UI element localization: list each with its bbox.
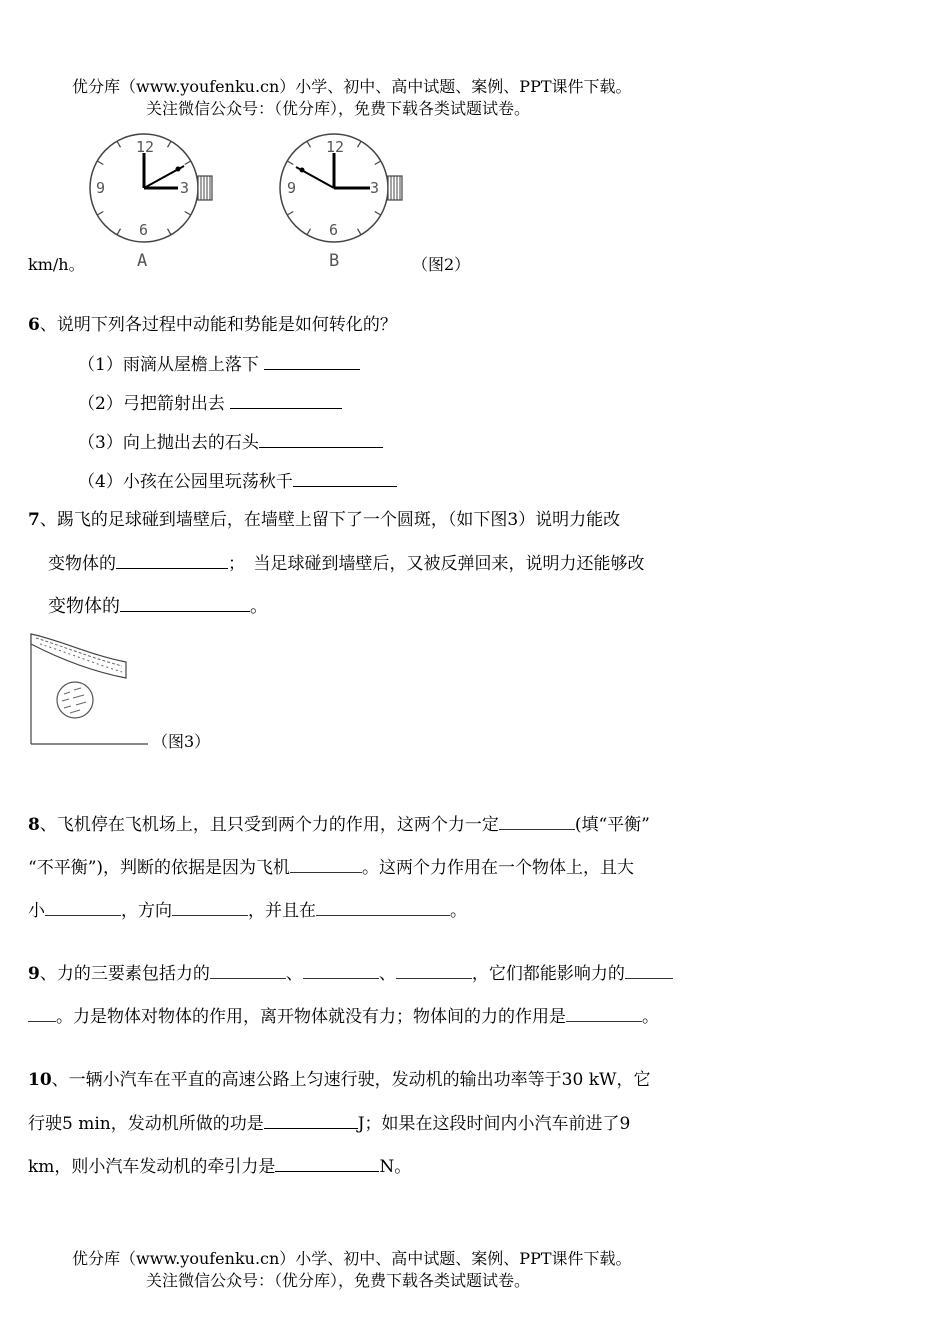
q7-line-2a: 变物体的	[48, 554, 116, 574]
q8-blank-4[interactable]	[172, 899, 248, 916]
q10-blank-1[interactable]	[264, 1112, 358, 1129]
clock-b-6: 6	[329, 221, 339, 239]
q9-blank-1[interactable]	[210, 962, 286, 979]
clock-a-tick	[117, 141, 121, 147]
q8-blank-2[interactable]	[290, 856, 362, 873]
q6-title	[28, 314, 397, 336]
q10-line-2a: 行驶5 min，发动机所做的功是	[28, 1114, 264, 1134]
q9-blank-2[interactable]	[303, 962, 379, 979]
clock-a-tick	[97, 161, 103, 165]
clock-b-tick	[375, 161, 381, 165]
q10-line-1-text: 、一辆小汽车在平直的高速公路上匀速行驶，发动机的输出功率等于30 kW，它	[51, 1070, 651, 1090]
q10-line-3a: km，则小汽车发动机的牵引力是	[28, 1157, 276, 1177]
clock-b-tick	[358, 141, 362, 147]
footer-line-1: 优分库（www.youfenku.cn）小学、初中、高中试题、案例、PPT课件下载。	[72, 1249, 632, 1268]
q9-blank-4b[interactable]	[28, 1005, 56, 1022]
clock-a-tick	[168, 141, 172, 147]
clock-b-tick	[287, 161, 293, 165]
clock-a-tick	[168, 229, 172, 235]
clock-a-3: 3	[180, 179, 190, 197]
q7-line-2	[48, 552, 645, 575]
q9-line-1a: 、力的三要素包括力的	[39, 964, 210, 984]
fig3-caption: （图3）	[152, 732, 211, 751]
q6-blank-3[interactable]	[259, 431, 383, 448]
q8-blank-5[interactable]	[316, 899, 450, 916]
clock-b-tick	[307, 229, 311, 235]
q10-blank-2[interactable]	[275, 1155, 379, 1172]
clock-b-3: 3	[370, 179, 380, 197]
q6-item-4-text: （4）小孩在公园里玩荡秋千	[78, 472, 293, 492]
clock-b-tick	[375, 212, 381, 216]
clock-a-tick	[185, 212, 191, 216]
q8-line-3c: ，并且在	[248, 901, 316, 921]
clock-b	[280, 134, 402, 271]
clock-a-12: 12	[136, 138, 155, 156]
q6-item-1	[78, 353, 360, 376]
q7-blank-1[interactable]	[116, 552, 228, 569]
q6-number: 6	[28, 315, 40, 335]
q6-item-2-text: （2）弓把箭射出去	[78, 394, 225, 414]
q8-number: 8	[28, 815, 40, 835]
header-line-2: 关注微信公众号：（优分库），免费下载各类试题试卷。	[146, 99, 531, 118]
q9-line-2b: 。	[642, 1007, 659, 1027]
q7-line-2b: ； 当足球碰到墙壁后，又被反弹回来，说明力还能够改	[228, 554, 645, 574]
q10-line-3	[28, 1155, 411, 1178]
q7-line-1	[28, 509, 620, 531]
q6-text: 、说明下列各过程中动能和势能是如何转化的？	[39, 315, 397, 335]
q6-blank-4[interactable]	[293, 470, 397, 487]
clock-a-6: 6	[139, 221, 149, 239]
q10-line-1	[28, 1069, 650, 1091]
fig2-unit-text: km/h。	[28, 255, 85, 274]
q7-line-3b: 。	[250, 596, 268, 617]
q6-item-2	[78, 392, 342, 415]
q10-number: 10	[28, 1070, 52, 1090]
q8-line-3b: ，方向	[121, 901, 172, 921]
q6-blank-1[interactable]	[264, 353, 360, 370]
q8-blank-1[interactable]	[499, 813, 575, 830]
q8-line-1	[28, 813, 650, 836]
q8-line-1a: 、飞机停在飞机场上，且只受到两个力的作用，这两个力一定	[39, 815, 499, 835]
q8-line-3d: 。	[450, 901, 467, 921]
q9-line-1	[28, 962, 673, 985]
header-line-1: 优分库（www.youfenku.cn）小学、初中、高中试题、案例、PPT课件下载。	[72, 77, 632, 96]
fig2-caption: （图2）	[412, 255, 471, 274]
clock-a-9: 9	[96, 179, 106, 197]
q8-line-2	[28, 856, 634, 879]
clock-a-tick	[97, 212, 103, 216]
q9-blank-5[interactable]	[566, 1005, 642, 1022]
q7-line-1-text: 、踢飞的足球碰到墙壁后，在墙壁上留下了一个圆斑，（如下图3）说明力能改	[39, 510, 621, 530]
footer-line-2: 关注微信公众号：（优分库），免费下载各类试题试卷。	[146, 1271, 531, 1290]
q9-blank-3[interactable]	[396, 962, 472, 979]
q7-number: 7	[28, 510, 40, 530]
clock-b-tick	[358, 229, 362, 235]
q6-item-3	[78, 431, 383, 454]
clock-a-tick	[117, 229, 121, 235]
q9-line-2a: 。力是物体对物体的作用，离开物体就没有力；物体间的力的作用是	[56, 1007, 566, 1027]
q8-line-2a: “不平衡”)，判断的依据是因为飞机	[28, 858, 291, 878]
q6-blank-2[interactable]	[230, 392, 342, 409]
q9-sep-1: 、	[285, 964, 303, 984]
q7-line-3	[48, 595, 268, 618]
q9-blank-4a[interactable]	[625, 962, 673, 979]
clock-b-label: B	[329, 251, 340, 271]
q9-number: 9	[28, 964, 40, 984]
clock-a-label: A	[137, 251, 148, 271]
q7-blank-2[interactable]	[120, 595, 250, 612]
q7-line-3a: 变物体的	[48, 596, 120, 617]
q6-item-3-text: （3）向上抛出去的石头	[78, 433, 259, 453]
q8-blank-3[interactable]	[45, 899, 121, 916]
q10-line-3b: N。	[379, 1157, 412, 1177]
q6-item-1-text: （1）雨滴从屋檐上落下	[78, 355, 259, 375]
q6-item-4	[78, 470, 397, 493]
q9-sep-2: 、	[378, 964, 396, 984]
clock-b-12: 12	[326, 138, 345, 156]
q8-line-1b: (填“平衡”	[574, 815, 650, 835]
q8-line-3a: 小	[28, 901, 45, 921]
q9-line-1b: ，它们都能影响力的	[471, 964, 625, 984]
wall-figure	[31, 634, 148, 744]
q10-line-2b: J；如果在这段时间内小汽车前进了9	[357, 1114, 631, 1134]
q9-line-2	[28, 1005, 659, 1028]
clock-b-tick	[287, 212, 293, 216]
clock-b-tick	[307, 141, 311, 147]
clock-a-tick	[185, 161, 191, 165]
q8-line-3	[28, 899, 467, 922]
clock-a	[90, 134, 212, 271]
q10-line-2	[28, 1112, 630, 1135]
clock-b-9: 9	[287, 179, 297, 197]
q8-line-2b: 。这两个力作用在一个物体上，且大	[362, 858, 635, 878]
